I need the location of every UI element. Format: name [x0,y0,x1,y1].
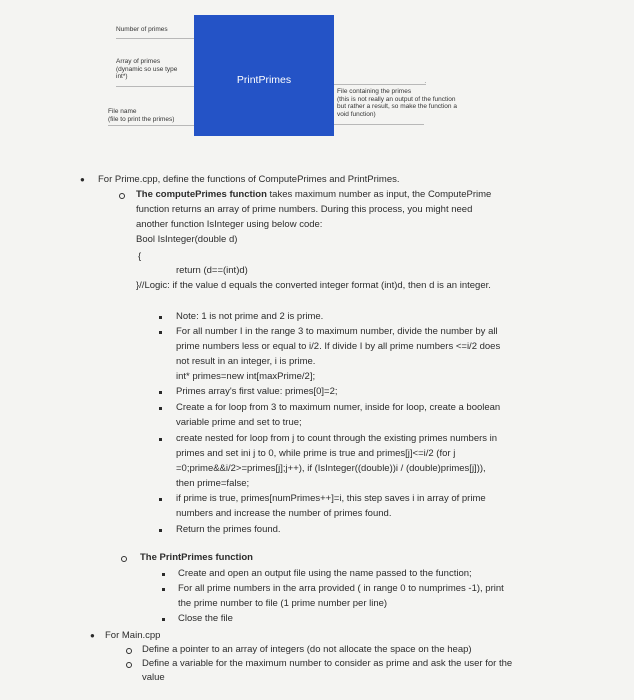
step-item: =0;prime&&i/2>=primes[j];j++), if (IsInteger((double))i / (double)primes[j])), [176,463,486,474]
step-item: Return the primes found. [176,524,281,535]
step-item: then prime=false; [176,478,250,489]
step-item: numbers and increase the number of primes found. [176,508,392,519]
printprimes-box-title: PrintPrimes [236,74,292,86]
number-of-primes-label: Number of primes [116,26,168,33]
compute-line: return (d==(int)d) [176,265,248,276]
compute-line: another function IsInteger using below code: [136,219,323,230]
file-containing-label: File containing the primes (this is not really an output of the function but rather a result, so make the function a void function) [337,88,457,118]
compute-line: { [138,251,142,262]
step-item: prime numbers less or equal to i/2. If divide I by all prime numbers <=i/2 does [176,341,501,352]
step-item: create nested for loop from j to count through the existing primes numbers in [176,433,498,444]
step-item: variable prime and set to true; [176,417,302,428]
step-item: int* primes=new int[maxPrime/2]; [176,371,316,382]
file-containing-line [334,124,424,125]
bullet-square-icon [162,573,165,576]
array-of-primes-line [116,86,194,87]
print-step: the prime number to file (1 prime number per line) [178,598,388,609]
step-item: Create a for loop from 3 to maximum numer, inside for loop, create a boolean [176,402,501,413]
bullet-disc-icon: ● [90,631,95,640]
bullet-square-icon [162,588,165,591]
bullet-circle-icon [126,662,132,668]
compute-intro: The computePrimes function takes maximum number as input, the ComputePrime [136,189,492,200]
compute-line: function returns an array of prime numbers. During this process, you might need [136,204,473,215]
step-item: Primes array's first value: primes[0]=2; [176,386,338,397]
main-item: Define a variable for the maximum number to consider as prime and ask the user for the [142,658,513,669]
bullet-square-icon [159,407,162,410]
print-intro: The PrintPrimes function [140,552,253,563]
step-item: Note: 1 is not prime and 2 is prime. [176,311,324,322]
step-item: not result in an integer, i is prime. [176,356,316,367]
file-name-label: File name (file to print the primes) [108,108,175,123]
bullet-circle-icon [121,556,127,562]
main-item: value [142,672,165,683]
array-of-primes-label: Array of primes (dynamic so use type int*) [116,58,178,80]
bullet-square-icon [159,438,162,441]
bullet-square-icon [159,529,162,532]
compute-line: Bool IsInteger(double d) [136,234,238,245]
prime-cpp-heading: For Prime.cpp, define the functions of ComputePrimes and PrintPrimes. [98,174,400,185]
step-item: primes and set ini j to 0, while prime is true and primes[j]<=i/2 (for j [176,448,456,459]
step-item: For all number I in the range 3 to maximum number, divide the number by all [176,326,498,337]
number-of-primes-line [116,38,194,39]
print-step: For all prime numbers in the arra provided ( in range 0 to numprimes -1), print [178,583,504,594]
main-item: Define a pointer to an array of integers (do not allocate the space on the heap) [142,644,472,655]
main-cpp-heading: For Main.cpp [105,630,161,641]
bullet-circle-icon [126,648,132,654]
bullet-square-icon [159,391,162,394]
arrow-icon: · [424,78,427,87]
print-step: Create and open an output file using the name passed to the function; [178,568,472,579]
bullet-square-icon [159,498,162,501]
bullet-square-icon [159,316,162,319]
bullet-disc-icon: ● [80,175,85,184]
file-name-line [108,125,194,126]
compute-line: }//Logic: if the value d equals the converted integer format (int)d, then d is an integer. [136,280,491,291]
step-item: if prime is true, primes[numPrimes++]=i, this step saves i in array of prime [176,493,486,504]
output-line [334,84,426,85]
bullet-square-icon [162,618,165,621]
printprimes-box [194,15,334,136]
bullet-circle-icon [119,193,125,199]
bullet-square-icon [159,331,162,334]
print-step: Close the file [178,613,233,624]
